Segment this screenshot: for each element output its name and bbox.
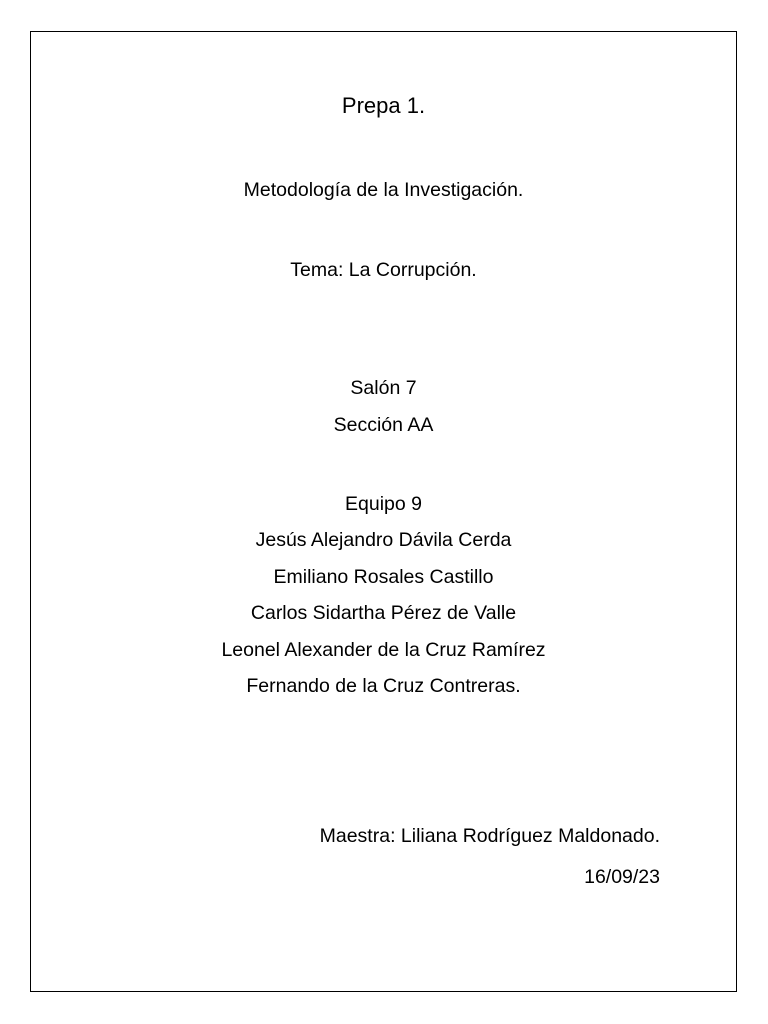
team-label: Equipo 9 xyxy=(345,493,422,515)
team-member: Emiliano Rosales Castillo xyxy=(273,565,494,588)
team-member: Carlos Sidartha Pérez de Valle xyxy=(250,602,517,624)
teacher-name: Maestra: Liliana Rodríguez Maldonado. xyxy=(319,824,660,847)
school-title: Prepa 1. xyxy=(341,93,426,118)
document-date: 16/09/23 xyxy=(584,865,660,888)
team-member: Jesús Alejandro Dávila Cerda xyxy=(255,529,512,551)
team-member: Fernando de la Cruz Contreras. xyxy=(246,675,521,697)
subject-title: Metodología de la Investigación. xyxy=(243,179,524,201)
team-member: Leonel Alexander de la Cruz Ramírez xyxy=(221,638,546,661)
team-members-list xyxy=(31,529,736,712)
topic-title: Tema: La Corrupción. xyxy=(290,259,477,281)
room-label: Salón 7 xyxy=(350,377,417,399)
document-page xyxy=(30,31,737,992)
section-label: Sección AA xyxy=(333,414,434,436)
